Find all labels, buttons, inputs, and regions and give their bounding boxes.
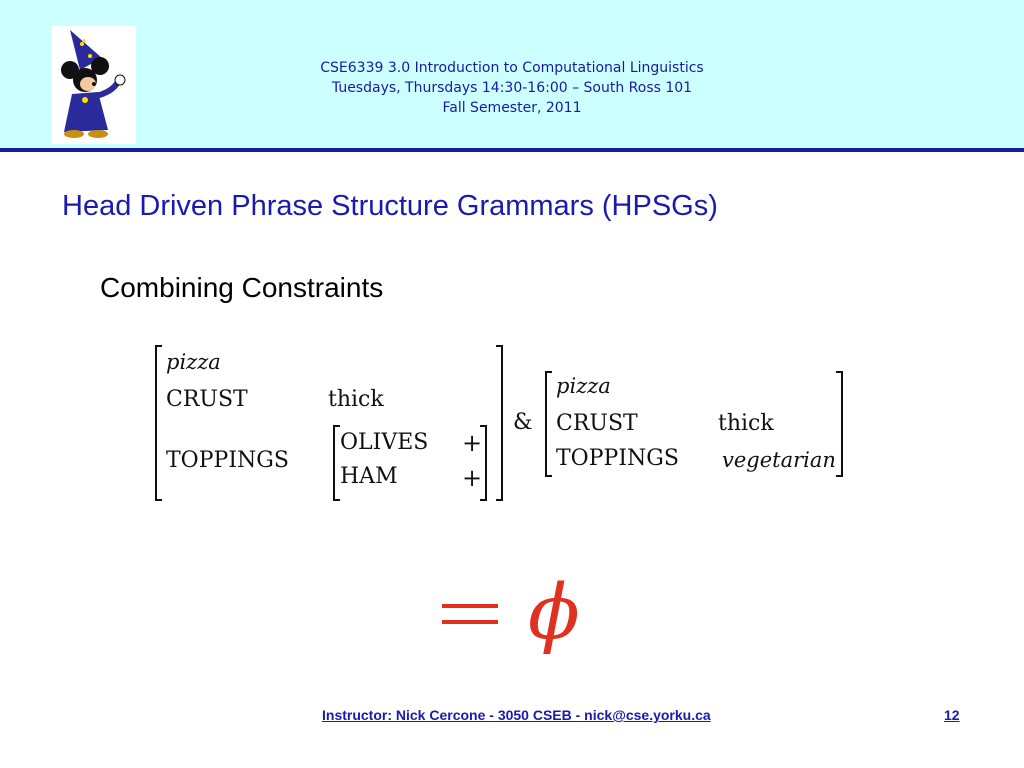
attribute-value-matrix [140, 338, 860, 510]
course-semester: Fall Semester, 2011 [442, 100, 582, 116]
ham-attr: HAM [340, 464, 398, 489]
equals-upper-bar [442, 604, 498, 608]
ham-val: + [462, 464, 483, 492]
result-expression [430, 568, 600, 664]
left-toppings-attr: TOPPINGS [166, 448, 289, 473]
page-number[interactable]: 12 [944, 707, 960, 723]
right-toppings-attr: TOPPINGS [556, 446, 679, 471]
left-crust-val: thick [328, 387, 384, 412]
left-outer-close-bracket [496, 346, 502, 500]
right-type: pizza [556, 374, 611, 398]
slide-subtitle: Combining Constraints [100, 272, 384, 303]
slide-header [0, 0, 1024, 148]
footer-instructor-link[interactable]: Instructor: Nick Cercone - 3050 CSEB - nick@cse.yorku.ca [322, 707, 711, 723]
slide-title: Head Driven Phrase Structure Grammars (HPSGs) [62, 190, 718, 222]
right-close-bracket [836, 372, 842, 476]
right-crust-attr: CRUST [556, 411, 638, 436]
course-schedule: Tuesdays, Thursdays 14:30-16:00 – South Ross 101 [331, 80, 693, 96]
olives-val: + [462, 429, 483, 457]
mickey-sorcerer-icon [52, 26, 136, 144]
left-outer-open-bracket [156, 346, 162, 500]
course-title: CSE6339 3.0 Introduction to Computational Linguistics [320, 60, 704, 76]
right-crust-val: thick [718, 411, 774, 436]
phi-symbol: ϕ [528, 568, 580, 656]
right-open-bracket [546, 372, 552, 476]
right-toppings-val: vegetarian [722, 448, 836, 472]
equals-lower-bar [442, 620, 498, 624]
left-crust-attr: CRUST [166, 387, 248, 412]
left-type: pizza [166, 350, 221, 374]
header-divider [0, 148, 1024, 152]
unification-operator: & [513, 410, 533, 435]
course-info [262, 58, 762, 118]
olives-attr: OLIVES [340, 430, 429, 455]
